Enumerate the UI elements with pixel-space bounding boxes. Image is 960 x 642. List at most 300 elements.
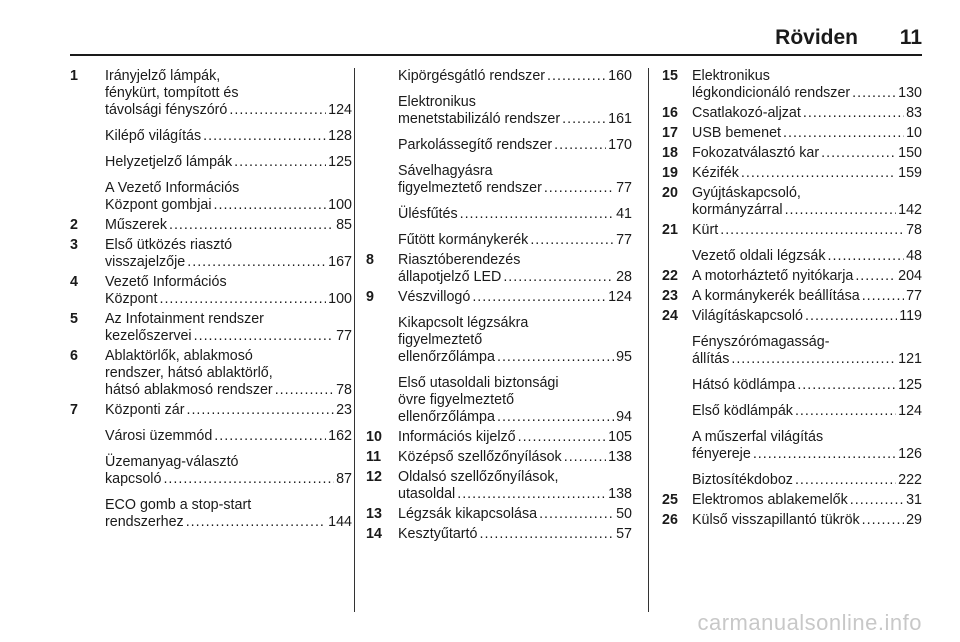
page-reference[interactable]: 159: [898, 165, 922, 181]
entry-line: Kikapcsolt légzsákra: [398, 315, 529, 331]
dot-leader: [720, 222, 904, 239]
index-entry[interactable]: [366, 375, 632, 426]
entry-text: [662, 68, 922, 102]
dot-leader: [562, 111, 606, 128]
page-reference[interactable]: 48: [906, 248, 922, 264]
entry-line: Első utasoldali biztonsági: [398, 375, 559, 391]
header-rule: [70, 54, 922, 56]
page-reference[interactable]: 121: [898, 351, 922, 367]
entry-text: [662, 105, 922, 122]
entry-line: rendszerhez: [105, 514, 184, 530]
entry-line: Kilépő világítás: [105, 128, 202, 144]
dot-leader: [203, 128, 326, 145]
entry-text: [70, 348, 352, 399]
entry-text: [70, 217, 352, 234]
index-column-2: [366, 68, 632, 552]
entry-line: Riasztóberendezés: [398, 252, 521, 268]
page-reference[interactable]: 94: [616, 409, 632, 425]
entry-text: [70, 128, 352, 145]
entry-line: Fokozatválasztó kar: [692, 145, 820, 161]
entry-last-line: [398, 409, 632, 426]
entry-line: Elektronikus: [692, 68, 770, 84]
entry-line: légkondicionáló rendszer: [692, 85, 851, 101]
index-column-3: [662, 68, 922, 538]
page-reference[interactable]: 29: [906, 512, 922, 528]
index-entry[interactable]: [366, 94, 632, 128]
dot-leader: [862, 288, 904, 305]
index-entry[interactable]: [70, 348, 352, 399]
page-reference[interactable]: 130: [898, 85, 922, 101]
entry-last-line: [105, 102, 352, 119]
page-reference[interactable]: 77: [616, 232, 632, 248]
entry-line: állapotjelző LED: [398, 269, 502, 285]
dot-leader: [795, 403, 896, 420]
page-reference[interactable]: 77: [616, 180, 632, 196]
page-header: [70, 26, 922, 56]
entry-text: [662, 472, 922, 489]
page-reference[interactable]: 87: [336, 471, 352, 487]
entry-line: Vészvillogó: [398, 289, 471, 305]
entry-line: Központ gombjai: [105, 197, 212, 213]
entry-last-line: [692, 202, 922, 219]
index-entry[interactable]: [70, 311, 352, 345]
index-entry[interactable]: [662, 68, 922, 102]
page-reference[interactable]: 161: [608, 111, 632, 127]
entry-text: [70, 497, 352, 531]
entry-line: ellenőrzőlámpa: [398, 409, 495, 425]
index-entry[interactable]: [662, 185, 922, 219]
item-number: 4: [70, 274, 78, 290]
page-reference[interactable]: 100: [328, 197, 352, 213]
entry-text: [662, 334, 922, 368]
entry-line: Központ: [105, 291, 158, 307]
index-entry[interactable]: [366, 429, 632, 446]
dot-leader: [783, 125, 904, 142]
dot-leader: [741, 165, 896, 182]
dot-leader: [460, 206, 614, 223]
entry-last-line: [105, 514, 352, 531]
index-entry[interactable]: [366, 163, 632, 197]
page-reference[interactable]: 125: [898, 377, 922, 393]
entry-last-line: [105, 382, 352, 399]
column-divider: [648, 68, 649, 612]
dot-leader: [795, 472, 896, 489]
index-entry[interactable]: [366, 526, 632, 543]
item-number: 20: [662, 185, 678, 201]
entry-last-line: [105, 128, 352, 145]
index-entry[interactable]: [366, 232, 632, 249]
entry-line: kezelőszervei: [105, 328, 192, 344]
entry-line: Légzsák kikapcsolása: [398, 506, 538, 522]
entry-line: rendszer, hátsó ablaktörlő,: [105, 365, 273, 381]
entry-line: Külső visszapillantó tükrök: [692, 512, 860, 528]
entry-text: [366, 526, 632, 543]
entry-last-line: [692, 105, 922, 122]
index-entry[interactable]: [70, 497, 352, 531]
entry-text: [662, 492, 922, 509]
dot-leader: [275, 382, 334, 399]
entry-text: [662, 185, 922, 219]
entry-text: [70, 402, 352, 419]
entry-last-line: [692, 268, 922, 285]
item-number: 11: [366, 449, 382, 465]
dot-leader: [785, 202, 897, 219]
index-entry[interactable]: [662, 105, 922, 122]
index-entry[interactable]: [662, 268, 922, 285]
index-entry[interactable]: [662, 222, 922, 239]
entry-last-line: [398, 232, 632, 249]
page-reference[interactable]: 167: [328, 254, 352, 270]
entry-line: Központi zár: [105, 402, 185, 418]
index-entry[interactable]: [662, 288, 922, 305]
page-reference[interactable]: 124: [608, 289, 632, 305]
page-reference[interactable]: 150: [898, 145, 922, 161]
page-reference[interactable]: 126: [898, 446, 922, 462]
dot-leader: [803, 105, 904, 122]
page-reference[interactable]: 138: [608, 486, 632, 502]
entry-last-line: [692, 512, 922, 529]
index-entry[interactable]: [70, 180, 352, 214]
entry-text: [366, 429, 632, 446]
index-entry[interactable]: [70, 128, 352, 145]
index-entry[interactable]: [366, 449, 632, 466]
entry-line: Elektronikus: [398, 94, 476, 110]
entry-text: [366, 68, 632, 85]
page-reference[interactable]: 28: [616, 269, 632, 285]
entry-line: Üzemanyag-választó: [105, 454, 239, 470]
entry-last-line: [692, 288, 922, 305]
entry-last-line: [105, 217, 352, 234]
dot-leader: [497, 409, 614, 426]
entry-last-line: [105, 328, 352, 345]
page-reference[interactable]: 85: [336, 217, 352, 233]
entry-line: Fényszórómagasság-: [692, 334, 830, 350]
entry-line: ellenőrzőlámpa: [398, 349, 495, 365]
entry-last-line: [398, 68, 632, 85]
page-reference[interactable]: 144: [328, 514, 352, 530]
entry-text: [366, 315, 632, 366]
entry-line: fényereje: [692, 446, 751, 462]
entry-line: Oldalsó szellőzőnyílások,: [398, 469, 559, 485]
index-entry[interactable]: [662, 377, 922, 394]
entry-line: Vezető Információs: [105, 274, 227, 290]
item-number: 2: [70, 217, 78, 233]
entry-line: Kesztyűtartó: [398, 526, 478, 542]
index-entry[interactable]: [366, 206, 632, 223]
index-entry[interactable]: [70, 154, 352, 171]
entry-line: A motorháztető nyitókarja: [692, 268, 854, 284]
entry-line: ECO gomb a stop-start: [105, 497, 252, 513]
page-reference[interactable]: 125: [328, 154, 352, 170]
entry-line: övre figyelmeztető: [398, 392, 515, 408]
index-entry[interactable]: [366, 137, 632, 154]
entry-last-line: [692, 492, 922, 509]
entry-text: [366, 252, 632, 286]
dot-leader: [472, 289, 606, 306]
entry-last-line: [105, 197, 352, 214]
index-entry[interactable]: [70, 428, 352, 445]
entry-last-line: [692, 377, 922, 394]
item-number: 22: [662, 268, 678, 284]
item-number: 7: [70, 402, 78, 418]
entry-line: A kormánykerék beállítása: [692, 288, 860, 304]
entry-line: Irányjelző lámpák,: [105, 68, 221, 84]
page-reference[interactable]: 78: [906, 222, 922, 238]
entry-text: [662, 125, 922, 142]
entry-last-line: [692, 308, 922, 325]
entry-last-line: [398, 206, 632, 223]
entry-last-line: [692, 145, 922, 162]
item-number: 6: [70, 348, 78, 364]
entry-last-line: [105, 291, 352, 308]
entry-last-line: [692, 446, 922, 463]
entry-line: Sávelhagyásra: [398, 163, 493, 179]
page-reference[interactable]: 23: [336, 402, 352, 418]
page-reference[interactable]: 77: [906, 288, 922, 304]
page-reference[interactable]: 78: [336, 382, 352, 398]
entry-line: Ülésfűtés: [398, 206, 458, 222]
item-number: 12: [366, 469, 382, 485]
dot-leader: [547, 68, 606, 85]
dot-leader: [852, 85, 896, 102]
entry-line: Ablaktörlők, ablakmosó: [105, 348, 253, 364]
page-reference[interactable]: 124: [898, 403, 922, 419]
item-number: 9: [366, 289, 374, 305]
entry-text: [70, 311, 352, 345]
page-reference[interactable]: 124: [328, 102, 352, 118]
page-reference[interactable]: 57: [616, 526, 632, 542]
item-number: 21: [662, 222, 678, 238]
dot-leader: [214, 428, 326, 445]
index-entry[interactable]: [662, 165, 922, 182]
dot-leader: [731, 351, 896, 368]
entry-last-line: [692, 165, 922, 182]
item-number: 1: [70, 68, 78, 84]
dot-leader: [457, 486, 606, 503]
page-reference[interactable]: 77: [336, 328, 352, 344]
entry-text: [662, 165, 922, 182]
index-entry[interactable]: [662, 145, 922, 162]
index-entry[interactable]: [366, 315, 632, 366]
entry-line: menetstabilizáló rendszer: [398, 111, 561, 127]
entry-text: [662, 377, 922, 394]
index-entry[interactable]: [366, 289, 632, 306]
entry-line: Kipörgésgátló rendszer: [398, 68, 546, 84]
entry-line: kormányzárral: [692, 202, 783, 218]
index-entry[interactable]: [70, 402, 352, 419]
entry-line: Vezető oldali légzsák: [692, 248, 826, 264]
dot-leader: [828, 248, 905, 265]
dot-leader: [187, 254, 326, 271]
dot-leader: [503, 269, 614, 286]
entry-text: [366, 163, 632, 197]
entry-text: [366, 232, 632, 249]
dot-leader: [797, 377, 896, 394]
page-reference[interactable]: 50: [616, 506, 632, 522]
entry-text: [662, 308, 922, 325]
entry-line: Hátsó ködlámpa: [692, 377, 796, 393]
index-entry[interactable]: [662, 308, 922, 325]
page-reference[interactable]: 119: [899, 308, 922, 324]
entry-text: [662, 145, 922, 162]
entry-last-line: [398, 111, 632, 128]
entry-text: [70, 274, 352, 308]
entry-text: [366, 206, 632, 223]
entry-line: A műszerfal világítás: [692, 429, 824, 445]
item-number: 8: [366, 252, 374, 268]
index-entry[interactable]: [662, 334, 922, 368]
entry-text: [662, 429, 922, 463]
entry-text: [70, 68, 352, 119]
index-entry[interactable]: [366, 506, 632, 523]
index-entry[interactable]: [366, 469, 632, 503]
entry-line: visszajelzője: [105, 254, 186, 270]
dot-leader: [530, 232, 614, 249]
entry-text: [662, 222, 922, 239]
index-entry[interactable]: [662, 429, 922, 463]
entry-last-line: [398, 180, 632, 197]
page-reference[interactable]: 160: [608, 68, 632, 84]
page-reference[interactable]: 83: [906, 105, 922, 121]
page-reference[interactable]: 222: [898, 472, 922, 488]
entry-text: [366, 94, 632, 128]
dot-leader: [862, 512, 904, 529]
dot-leader: [821, 145, 896, 162]
dot-leader: [229, 102, 326, 119]
index-entry[interactable]: [662, 248, 922, 265]
dot-leader: [850, 492, 904, 509]
entry-text: [366, 469, 632, 503]
entry-line: Műszerek: [105, 217, 167, 233]
entry-line: Középső szellőzőnyílások: [398, 449, 562, 465]
page-reference[interactable]: 128: [328, 128, 352, 144]
dot-leader: [554, 137, 606, 154]
entry-last-line: [398, 137, 632, 154]
entry-line: Fűtött kormánykerék: [398, 232, 529, 248]
entry-line: állítás: [692, 351, 730, 367]
entry-line: Világításkapcsoló: [692, 308, 804, 324]
entry-last-line: [398, 526, 632, 543]
dot-leader: [194, 328, 334, 345]
entry-last-line: [105, 154, 352, 171]
index-entry[interactable]: [366, 68, 632, 85]
index-entry[interactable]: [70, 237, 352, 271]
entry-last-line: [398, 429, 632, 446]
entry-last-line: [692, 248, 922, 265]
entry-line: Városi üzemmód: [105, 428, 213, 444]
item-number: 25: [662, 492, 678, 508]
entry-last-line: [398, 269, 632, 286]
dot-leader: [479, 526, 614, 543]
item-number: 23: [662, 288, 678, 304]
entry-line: Kürt: [692, 222, 719, 238]
dot-leader: [855, 268, 896, 285]
item-number: 16: [662, 105, 678, 121]
item-number: 14: [366, 526, 382, 542]
page-reference[interactable]: 162: [328, 428, 352, 444]
dot-leader: [544, 180, 614, 197]
page-reference[interactable]: 31: [906, 492, 922, 508]
entry-line: Az Infotainment rendszer: [105, 311, 264, 327]
page-reference[interactable]: 204: [898, 268, 922, 284]
item-number: 3: [70, 237, 78, 253]
index-entry[interactable]: [662, 472, 922, 489]
item-number: 13: [366, 506, 382, 522]
index-entry[interactable]: [70, 217, 352, 234]
entry-line: Első ködlámpák: [692, 403, 793, 419]
entry-text: [662, 512, 922, 529]
entry-text: [662, 268, 922, 285]
entry-text: [366, 506, 632, 523]
entry-text: [366, 375, 632, 426]
entry-line: kapcsoló: [105, 471, 162, 487]
page-reference[interactable]: 138: [608, 449, 632, 465]
entry-text: [366, 449, 632, 466]
entry-line: Információs kijelző: [398, 429, 516, 445]
entry-text: [366, 137, 632, 154]
dot-leader: [186, 402, 334, 419]
entry-last-line: [105, 428, 352, 445]
item-number: 10: [366, 429, 382, 445]
entry-line: Biztosítékdoboz: [692, 472, 793, 488]
entry-line: Kézifék: [692, 165, 739, 181]
entry-last-line: [692, 472, 922, 489]
page-reference[interactable]: 105: [608, 429, 632, 445]
dot-leader: [234, 154, 326, 171]
index-entry[interactable]: [662, 512, 922, 529]
entry-line: Gyújtáskapcsoló,: [692, 185, 801, 201]
page-reference[interactable]: 142: [898, 202, 922, 218]
entry-text: [662, 403, 922, 420]
entry-line: Helyzetjelző lámpák: [105, 154, 233, 170]
page-reference[interactable]: 170: [608, 137, 632, 153]
dot-leader: [497, 349, 614, 366]
dot-leader: [805, 308, 897, 325]
item-number: 18: [662, 145, 678, 161]
index-entry[interactable]: [70, 274, 352, 308]
item-number: 15: [662, 68, 678, 84]
entry-last-line: [105, 471, 352, 488]
page-reference[interactable]: 95: [616, 349, 632, 365]
index-entry[interactable]: [70, 68, 352, 119]
entry-last-line: [692, 85, 922, 102]
entry-line: Első ütközés riasztó: [105, 237, 233, 253]
entry-text: [70, 428, 352, 445]
index-entry[interactable]: [662, 403, 922, 420]
index-entry[interactable]: [662, 125, 922, 142]
index-entry[interactable]: [366, 252, 632, 286]
entry-line: fénykürt, tompított és: [105, 85, 239, 101]
entry-last-line: [398, 349, 632, 366]
entry-line: figyelmeztető: [398, 332, 483, 348]
dot-leader: [753, 446, 896, 463]
entry-last-line: [692, 222, 922, 239]
entry-text: [70, 154, 352, 171]
entry-last-line: [692, 403, 922, 420]
page-reference[interactable]: 100: [328, 291, 352, 307]
entry-last-line: [105, 254, 352, 271]
watermark: carmanualsonline.info: [697, 610, 922, 635]
entry-last-line: [692, 125, 922, 142]
index-entry[interactable]: [70, 454, 352, 488]
entry-line: utasoldal: [398, 486, 456, 502]
index-entry[interactable]: [662, 492, 922, 509]
page-reference[interactable]: 41: [616, 206, 632, 222]
item-number: 5: [70, 311, 78, 327]
entry-last-line: [105, 402, 352, 419]
page-reference[interactable]: 10: [906, 125, 922, 141]
dot-leader: [169, 217, 334, 234]
